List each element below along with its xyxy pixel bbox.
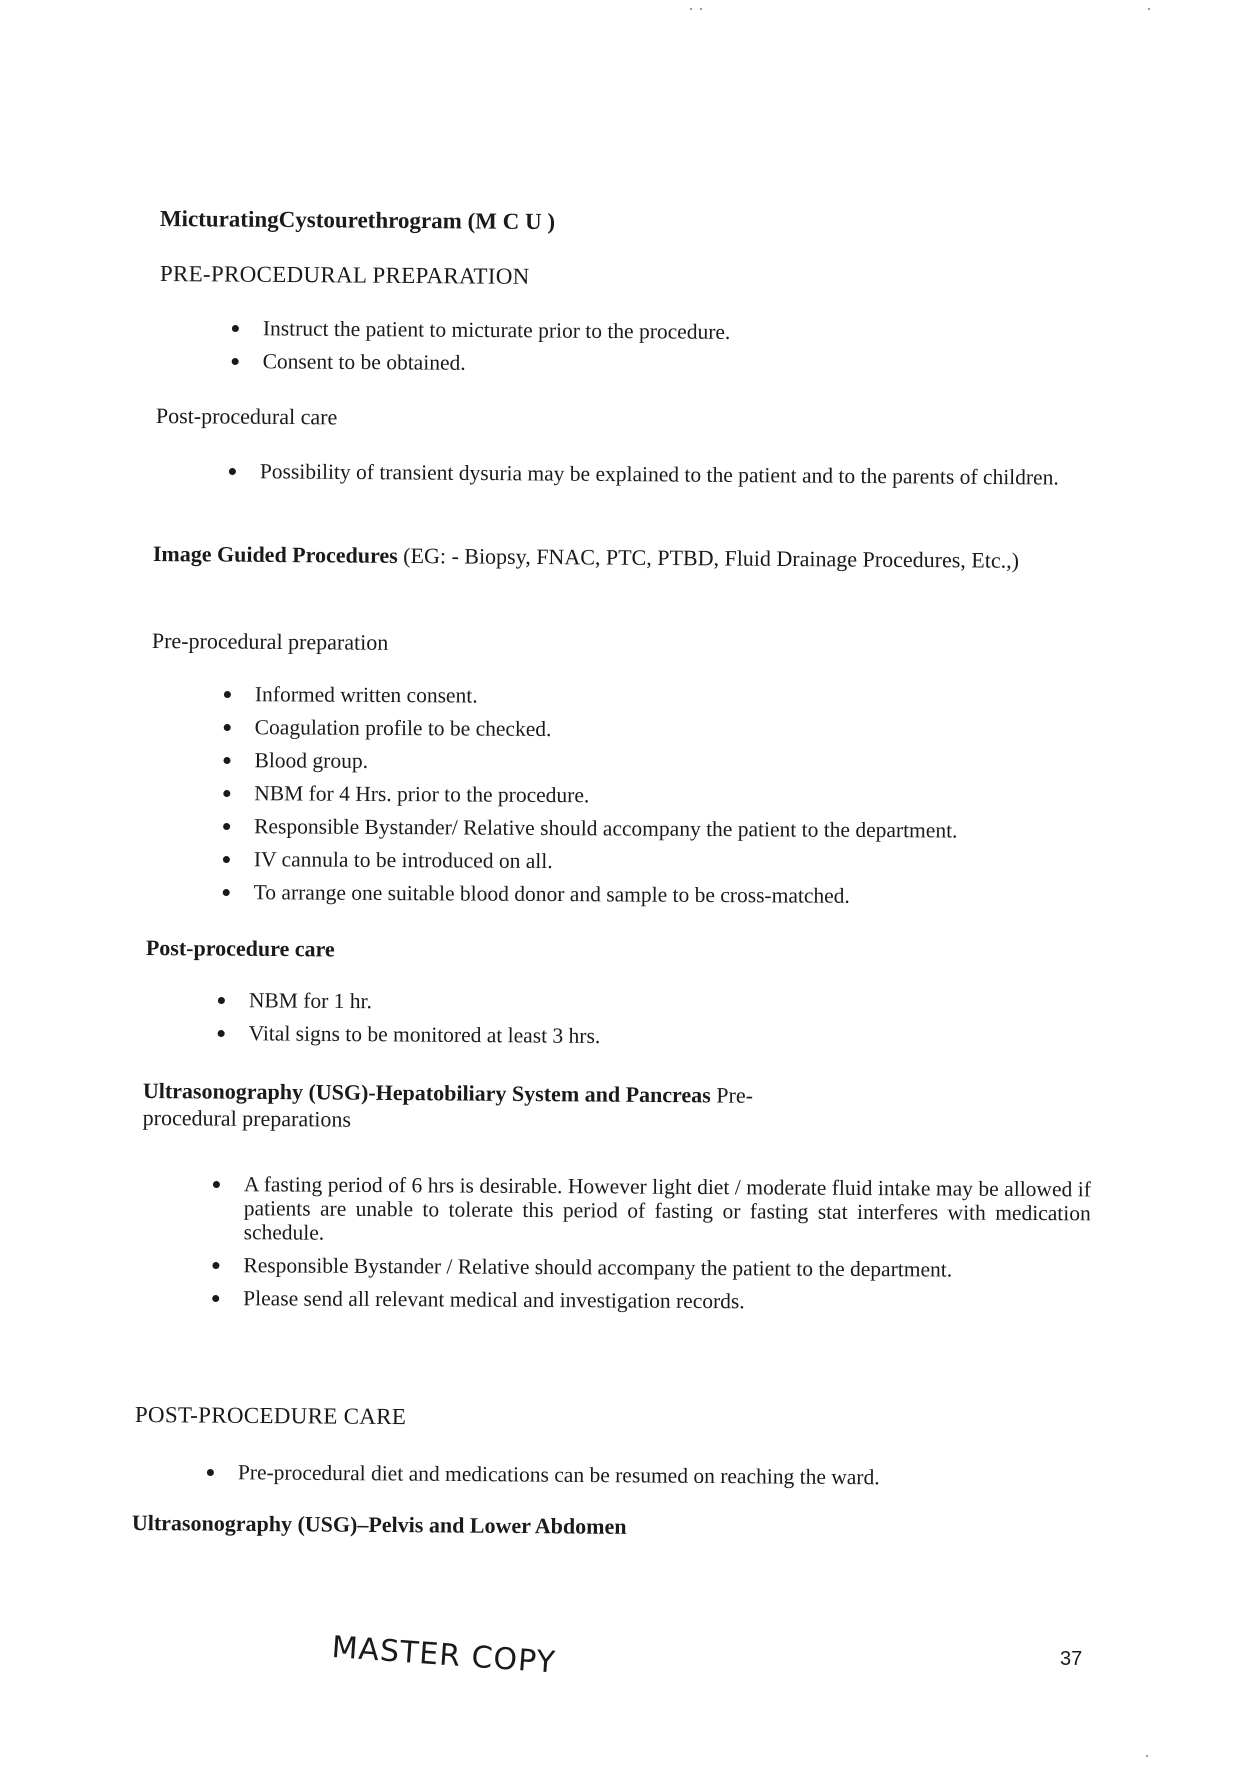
list-item: Coagulation profile to be checked.	[222, 715, 1102, 744]
section-title-usg-pelvis: Ultrasonography (USG)–Pelvis and Lower Abdomen	[131, 1510, 627, 1539]
list-item: Responsible Bystander/ Relative should accompany the patient to the department.	[221, 814, 1101, 843]
scan-speck	[1146, 1755, 1148, 1757]
master-copy-stamp: MASTER COPY	[330, 1630, 557, 1681]
list-item: A fasting period of 6 hrs is desirable. However light diet / moderate fluid intake may be allowed if patients are unable to tolerate this period of fasting or fasting stat interferes with medication schedule.	[211, 1172, 1091, 1249]
section-title-image-guided: Image Guided Procedures (EG: - Biopsy, FNAC, PTC, PTBD, Fluid Drainage Procedures, Etc.,)	[152, 540, 1020, 573]
list-item: To arrange one suitable blood donor and sample to be cross-matched.	[221, 880, 1101, 909]
list-mcu-post-care	[227, 459, 1077, 499]
list-item: Instruct the patient to micturate prior to the procedure.	[230, 316, 1080, 347]
scan-speck	[1148, 8, 1150, 10]
list-item: Responsible Bystander / Relative should accompany the patient to the department.	[210, 1253, 1090, 1282]
list-item: Consent to be obtained.	[230, 349, 1080, 380]
heading-post-procedural-care: Post-procedural care	[155, 403, 338, 430]
list-item: Vital signs to be monitored at least 3 hrs.	[216, 1021, 1096, 1052]
list-igp-post-care	[215, 988, 1095, 1061]
scan-speck	[700, 8, 702, 10]
heading-post-procedure-care-igp: Post-procedure care	[145, 935, 335, 962]
list-mcu-preparation	[229, 316, 1079, 389]
list-item: IV cannula to be introduced on all.	[221, 847, 1101, 876]
scan-speck	[690, 8, 692, 10]
list-item: Blood group.	[221, 748, 1101, 777]
heading-pre-procedural-preparation: PRE-PROCEDURAL PREPARATION	[159, 261, 530, 289]
list-usg-hepatobiliary	[210, 1172, 1091, 1324]
heading-pre-procedural-preparation-igp: Pre-procedural preparation	[151, 628, 389, 655]
section-title-mcu: MicturatingCystourethrogram (M C U )	[159, 206, 556, 235]
list-igp-preparation	[221, 682, 1102, 918]
list-item: NBM for 1 hr.	[216, 988, 1096, 1019]
section-title-usg-hepatobiliary: Ultrasonography (USG)-Hepatobiliary System and Pancreas Pre- procedural preparations	[142, 1078, 754, 1132]
list-item: Please send all relevant medical and investigation records.	[210, 1286, 1090, 1315]
heading-post-procedure-care-caps: POST-PROCEDURE CARE	[134, 1402, 407, 1430]
list-item: Informed written consent.	[222, 682, 1102, 711]
list-item: Possibility of transient dysuria may be explained to the patient and to the parents of children.	[227, 459, 1077, 490]
page-number: 37	[1060, 1648, 1083, 1670]
list-item: NBM for 4 Hrs. prior to the procedure.	[221, 781, 1101, 810]
list-item: Pre-procedural diet and medications can be resumed on reaching the ward.	[205, 1460, 1085, 1491]
list-usg-post-care	[205, 1460, 1085, 1500]
